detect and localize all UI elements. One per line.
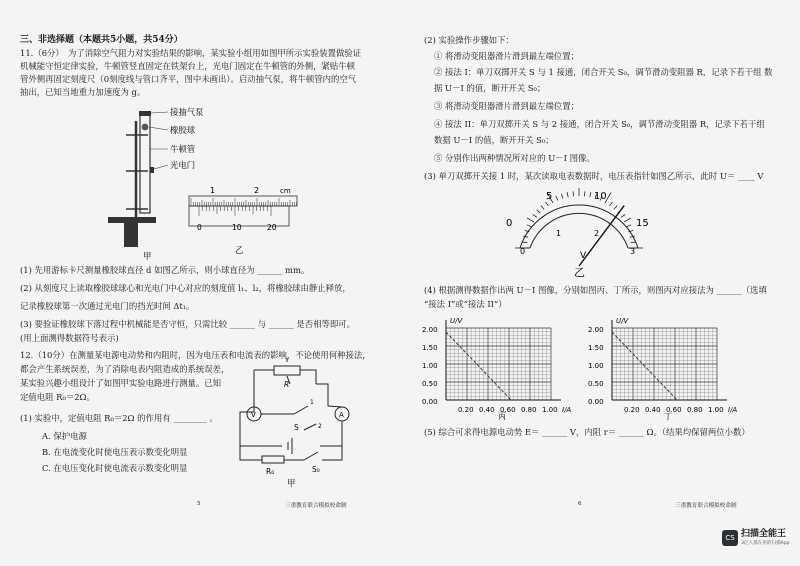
graph-ytick: 1.00 [588, 362, 604, 370]
dial-bottom-label: 1 [556, 229, 562, 238]
step: 据 U－I 的值，断开开关 S₀； [434, 83, 546, 93]
caption-yi: 乙 [235, 245, 244, 255]
r0-label: R₀ [266, 467, 275, 476]
watermark-subtitle: 3亿人都在用的扫描App [741, 541, 790, 546]
graph-xtick: 0.80 [521, 406, 537, 414]
graph-grid [612, 320, 727, 400]
graph-ytick: 0.00 [588, 398, 604, 406]
graph-xtick: 0.80 [687, 406, 703, 414]
graph-ylabel: U/V [450, 317, 463, 325]
right-page [400, 0, 800, 566]
caption-jia: 甲 [143, 251, 152, 260]
graph-xlabel: I/A [728, 406, 738, 414]
caption-jia-circuit: 甲 [287, 478, 296, 488]
dial-unit: V [580, 251, 587, 261]
q12-option: A. 保护电源 [42, 431, 87, 441]
switch-s-label: S [294, 423, 299, 432]
graph-xtick: 0.60 [666, 406, 682, 414]
figure-circuit [232, 358, 362, 488]
q11-line: 机械能守恒定律实验，牛顿管竖直固定在铁架台上，光电门固定在牛顿管的外侧，紧贴牛顿 [20, 61, 355, 71]
q11-sub3: (3) 要验证橡胶球下落过程中机械能是否守恒，只需比较 ______ 与 ______ 是否相等即可。 [20, 319, 356, 329]
step: ④ 接法 II：单刀双掷开关 S 与 2 接通，闭合开关 S₀，调节滑动变阻器 R，记录下若干组 [434, 119, 765, 129]
graph-xtick: 0.20 [624, 406, 640, 414]
q12-line: 12.（10分）在测量某电源电动势和内阻时，因为电压表和电流表的影响，不论使用何种接法， [20, 350, 371, 360]
label-tube: 牛顿管 [170, 144, 196, 154]
graph-ytick: 1.00 [422, 362, 438, 370]
ammeter-label: A [339, 411, 344, 419]
q11-line: 管外侧再固定刻度尺（0刻度线与管口齐平，图中未画出）。启动抽气泵，将牛顿管内的空气 [20, 74, 357, 84]
graph-caption: 丙 [498, 412, 506, 420]
graph-xtick: 0.40 [645, 406, 661, 414]
figure-vernier [185, 185, 305, 260]
switch-s0-label: S₀ [312, 465, 320, 474]
q-sub2-title: (2) 实验操作步骤如下： [424, 35, 514, 45]
dial-bottom-label: 3 [630, 247, 636, 256]
terminal-1-label: 1 [310, 399, 314, 406]
graph-ytick: 0.50 [422, 380, 438, 388]
graph-caption: 丁 [664, 412, 672, 420]
graph-ytick: 0.50 [588, 380, 604, 388]
q12-option: C. 在电压变化时使电流表示数变化明显 [42, 463, 188, 473]
q12-line: 某实验兴趣小组设计了如图甲实验电路进行测量。已知 [20, 378, 221, 388]
page-footer: 三重教育联合模拟校命制 [285, 503, 347, 509]
graph-ytick: 2.00 [588, 326, 604, 334]
graph-xtick: 0.40 [479, 406, 495, 414]
q-sub3: (3) 单刀双掷开关接 1 时，某次读取电表数据时，电压表指针如图乙所示，此时 U＝ ____ V [424, 171, 764, 181]
graph-xtick: 1.00 [542, 406, 558, 414]
label-gate: 光电门 [170, 160, 196, 170]
dial-bottom-label: 2 [594, 229, 600, 238]
label-ball: 橡胶球 [170, 125, 196, 135]
step: 数据 U－I 的值，断开开关 S₀； [434, 135, 554, 145]
q11-sub1: (1) 先用游标卡尺测量橡胶球直径 d 如图乙所示，则小球直径为 ______ mm。 [20, 265, 310, 275]
graph-xtick: 0.60 [500, 406, 516, 414]
dial-top-label: 5 [546, 191, 553, 202]
q11-sub2: (2) 从刻度尺上读取橡胶球球心和光电门中心对应的刻度值 l₁、l₂，将橡胶球由静止释放， [20, 283, 351, 293]
graph-xlabel: I/A [562, 406, 572, 414]
q12-option: B. 在电流变化时使电压表示数变化明显 [42, 447, 188, 457]
graph-ylabel: U/V [616, 317, 629, 325]
q11-line: 11.（6分） 为了消除空气阻力对实验结果的影响，某实验小组用如图甲所示实验装置做验证 [20, 48, 362, 58]
dial-top-label: 10 [594, 191, 607, 202]
graph-ytick: 1.50 [422, 344, 438, 352]
page-number: 5 [197, 501, 201, 507]
step: ⑤ 分别作出两种情况所对应的 U－I 图像。 [434, 153, 595, 163]
dial-top-label: 15 [636, 218, 649, 229]
graph-xtick: 1.00 [708, 406, 724, 414]
page-footer: 三重教育联合模拟校命制 [675, 503, 737, 509]
q-sub4: (4) 根据测得数据作出两 U－I 图像，分别如图丙、丁所示，则图丙对应接法为 ______（选填 [424, 285, 767, 295]
q12-line: 定值电阻 R₀＝2Ω。 [20, 392, 95, 402]
vernier-scale-ticks [199, 206, 271, 216]
q11-line: 抽出，已知当地重力加速度为 g。 [20, 87, 146, 97]
unit-label: cm [280, 187, 291, 195]
figure-voltmeter-dial [500, 188, 660, 278]
vernier-label: 0 [197, 223, 202, 232]
vernier-label: 20 [267, 223, 277, 232]
q-sub5: (5) 综合可求得电源电动势 E＝ ______ V，内阻 r＝ ______ Ω。（结果均保留两位小数） [424, 427, 750, 437]
graph-ytick: 0.00 [422, 398, 438, 406]
dial-top-label: 0 [506, 218, 513, 229]
main-scale-ticks [191, 198, 297, 206]
graph-xtick: 0.20 [458, 406, 474, 414]
caption-yi-dial: 乙 [574, 266, 585, 278]
graph-ytick: 2.00 [422, 326, 438, 334]
main-label: 1 [210, 186, 216, 195]
terminal-2-label: 2 [318, 423, 322, 430]
voltmeter-label: V [251, 411, 256, 419]
q12-sub1: (1) 实验中，定值电阻 R₀＝2Ω 的作用有 ________ 。 [20, 413, 218, 423]
vernier-label: 10 [232, 223, 242, 232]
label-pump: 接抽气泵 [170, 107, 204, 117]
graph-ytick: 1.50 [588, 344, 604, 352]
q11-sub2: 记录橡胶球第一次通过光电门的挡光时间 Δt₁。 [20, 301, 195, 311]
step: ③ 将滑动变阻器滑片滑到最左端位置； [434, 101, 580, 111]
rheostat-label: R [284, 380, 290, 389]
section-title: 三、非选择题（本题共5小题，共54分） [20, 35, 183, 45]
q12-line: 都会产生系统误差，为了消除电表内阻造成的系统误差， [20, 364, 230, 374]
watermark-brand: 扫描全能王 [741, 529, 787, 539]
q11-sub3-note: (用上面测得数据符号表示) [20, 333, 119, 343]
graph-bing [422, 314, 587, 420]
graph-grid [446, 320, 561, 400]
page-number: 6 [578, 501, 582, 507]
q-sub4: “接法 I”或“接法 II”） [424, 299, 507, 309]
step: ① 将滑动变阻器滑片滑到最左端位置； [434, 51, 580, 61]
step: ② 接法 I：单刀双掷开关 S 与 1 接通，闭合开关 S₀，调节滑动变阻器 R，记录下若干组 数 [434, 67, 773, 77]
graph-ding [588, 314, 753, 420]
cs-logo-icon: CS [722, 530, 738, 546]
dial-bottom-label: 0 [520, 247, 526, 256]
main-label: 2 [254, 186, 260, 195]
